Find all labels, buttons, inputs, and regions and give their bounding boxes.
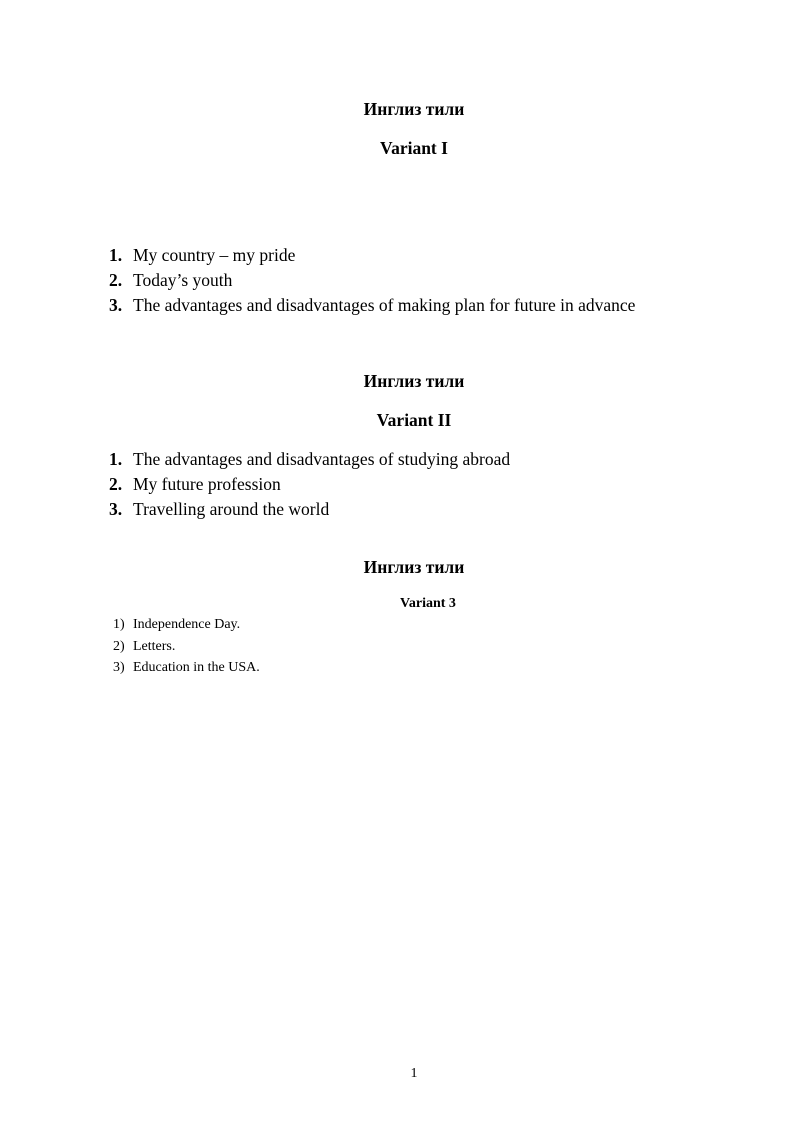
page-number: 1 [410, 1066, 418, 1081]
section-1-variant-heading: Variant I [380, 138, 448, 158]
list-item-text: The advantages and disadvantages of making plan for future in advance [133, 295, 636, 315]
section-3-subject-heading: Инглиз тили [363, 557, 465, 577]
list-item-number: 1. [109, 245, 123, 265]
list-item-number: 2. [109, 474, 123, 494]
list-item-number: 1) [113, 617, 125, 632]
section-1-subject-heading: Инглиз тили [363, 99, 465, 119]
list-item-number: 1. [109, 449, 123, 469]
list-item-text: Today’s youth [133, 270, 233, 290]
list-item-text: Education in the USA. [133, 660, 260, 675]
section-3-variant-heading: Variant 3 [400, 596, 456, 611]
section-3-topic-list [113, 614, 260, 679]
list-item-number: 3. [109, 499, 123, 519]
list-item [113, 614, 260, 636]
section-2-topic-list [109, 447, 510, 522]
list-item-text: Travelling around the world [133, 499, 330, 519]
list-item-number: 3. [109, 295, 123, 315]
list-item-text: Independence Day. [133, 617, 241, 632]
list-item [109, 243, 635, 268]
list-item-text: The advantages and disadvantages of studying abroad [133, 449, 511, 469]
list-item-text: My country – my pride [133, 245, 296, 265]
section-1-topic-list [109, 243, 635, 318]
list-item [109, 293, 635, 318]
list-item [109, 497, 510, 522]
list-item-number: 2. [109, 270, 123, 290]
list-item [109, 268, 635, 293]
list-item [113, 636, 260, 658]
list-item-text: Letters. [133, 638, 176, 654]
list-item-text: My future profession [133, 474, 281, 494]
section-2-variant-heading: Variant II [376, 410, 452, 430]
section-2-subject-heading: Инглиз тили [363, 371, 465, 391]
list-item-number: 3) [113, 660, 125, 675]
list-item [113, 657, 260, 679]
list-item [109, 472, 510, 497]
list-item [109, 447, 510, 472]
list-item-number: 2) [113, 638, 125, 654]
